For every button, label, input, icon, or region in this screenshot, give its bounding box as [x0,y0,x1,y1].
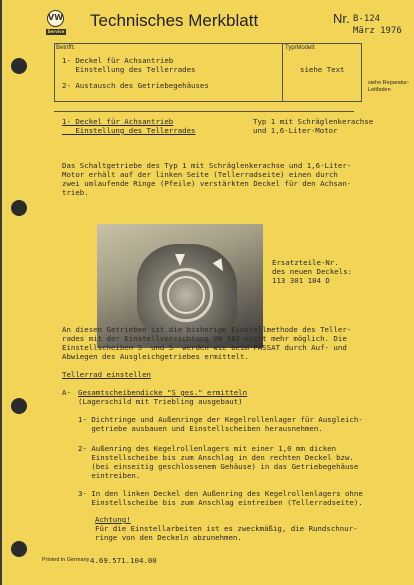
parts-number: 113 301 184 D [272,276,330,285]
document-page [2,0,414,585]
parts-label: des neuen Deckels: [272,267,353,276]
subject-label: Betrifft: [56,45,75,51]
step-line: Einstellscheibe bis zum Anschlag eintreiben (Tellerradseite). [78,498,363,507]
section-heading: 1- Deckel für Achsantrieb [62,117,174,126]
punch-hole [11,398,27,414]
vw-logo: VW [47,10,64,27]
step-line: 2- Außenring des Kegelrollenlagers mit einer 1,0 mm dicken [78,444,337,453]
page-title: Technisches Merkblatt [90,11,259,30]
step-line: 1- Dichtringe und Außenringe der Kegelrollenlager für Ausgleich- [78,415,363,424]
nr-label: Nr. [333,11,350,26]
issue-date: März 1976 [353,26,402,36]
type-label: Typ/Modell: [285,45,316,51]
section-heading: Einstellung des Tellerrades [62,126,196,135]
attention-line: ringe von den Deckeln abzunehmen. [95,533,242,542]
step-a-prefix: A- [62,388,76,397]
step-line: eintreiben. [78,471,141,480]
parts-label: Ersatzteile-Nr. [272,258,339,267]
para-line: An diesen Getrieben ist die bisherige Einstellmethode des Teller- [62,325,352,334]
nr-value: B-124 [353,14,381,24]
attention-line: Für die Einstellarbeiten ist es zweckmäßig, die Rundschnur- [95,524,358,533]
step-line: getriebe ausbauen und Einstellscheiben herausnehmen. [78,424,323,433]
subject-item: 2- Austausch des Getriebegehäuses [62,81,209,90]
document-number: 4.69.571.104.00 [90,556,157,565]
punch-hole [11,541,27,557]
intro-line: Motor erhält auf der linken Seite (Tellerradseite) einen durch [62,170,338,179]
subject-item: 1- Deckel für Achsantrieb [62,56,174,65]
subject-item: Einstellung des Tellerrades [62,65,196,74]
step-line: Einstellscheibe bis zum Anschlag in den rechten Deckel bzw. [78,453,354,462]
model-info: und 1,6-Liter-Motor [253,126,338,135]
subsection-heading: Tellerrad einstellen [62,370,151,379]
attention-label: Achtung! [95,515,131,524]
vw-logo-label: Service [47,29,65,34]
para-line: Einstellscheiben S und S werden wie beim PASSAT durch Auf- und [62,343,347,352]
printed-in: Printed in Germany [42,557,90,563]
type-value: siehe Text [300,65,345,74]
side-note: siehe Reparatur-Leitfaden [368,80,409,93]
step-line: (bei einseitig geschlossenem Gehäuse) in das Getriebegehäuse [78,462,359,471]
intro-line: Das Schaltgetriebe des Typ 1 mit Schräglenkerachse und 1,6-Liter- [62,161,352,170]
intro-line: zwei umlaufende Ringe (Pfeile) verstärkten Deckel für den Achsan- [62,179,352,188]
step-line: 3- In den linken Deckel den Außenring des Kegelrollenlagers ohne [78,489,363,498]
intro-line: trieb. [62,188,89,197]
divider [54,111,354,112]
model-info: Typ 1 mit Schräglenkerachse [253,117,374,126]
step-a-sub: (Lagerschild mit Triebling ausgebaut) [78,397,243,406]
para-line: Abwiegen des Ausgleichgetriebes ermittelt. [62,352,249,361]
punch-hole [11,58,27,74]
step-a-label: Gesamtscheibendicke "S ges." ermitteln [78,388,248,397]
punch-hole [11,200,27,216]
arrow-icon [175,254,185,266]
para-line: rades mit der Einstellvorrichtung VW 382 nicht mehr möglich. Die [62,334,347,343]
